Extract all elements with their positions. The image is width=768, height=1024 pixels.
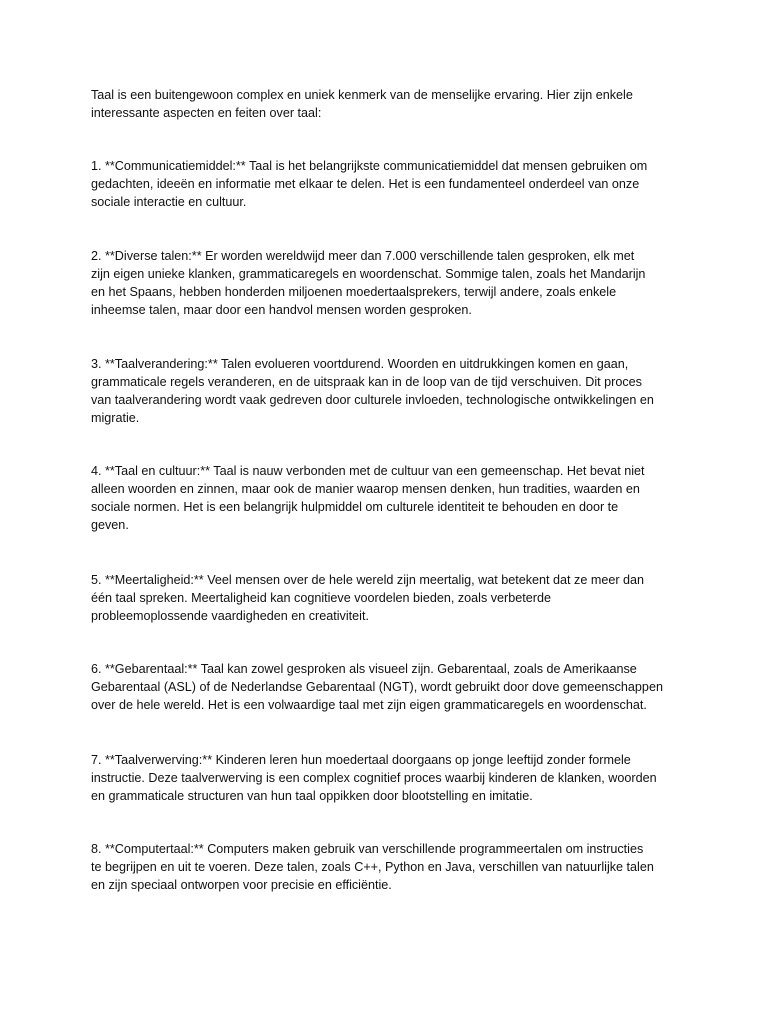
list-item: 6. **Gebarentaal:** Taal kan zowel gesproken als visueel zijn. Gebarentaal, zoals de Amerikaanse Gebarentaal (ASL) of de Nederlandse Gebarentaal (NGT), wordt gebruikt door dove gemeenschappen over de hele wereld. Het is een volwaardige taal met zijn eigen grammaticaregels en woordenschat. [91,662,663,712]
list-item: 2. **Diverse talen:** Er worden wereldwijd meer dan 7.000 verschillende talen gesproken, elk met zijn eigen unieke klanken, grammaticaregels en woordenschat. Sommige talen, zoals het Mandarijn en het Spaans, hebben honderden miljoenen moedertaalsprekers, terwijl andere, zoals enkele inheemse talen, maar door een handvol mensen worden gesproken. [91,249,646,317]
list-item: 5. **Meertaligheid:** Veel mensen over de hele wereld zijn meertalig, wat betekent dat ze meer dan één taal spreken. Meertaligheid kan cognitieve voordelen bieden, zoals verbeterde probleemoplossende vaardigheden en creativiteit. [91,573,645,623]
list-item: 1. **Communicatiemiddel:** Taal is het belangrijkste communicatiemiddel dat mensen gebruiken om gedachten, ideeën en informatie met elkaar te delen. Het is een fundamenteel onderdeel van onze sociale interactie en cultuur. [91,159,648,209]
list-item: 4. **Taal en cultuur:** Taal is nauw verbonden met de cultuur van een gemeenschap. Het bevat niet alleen woorden en zinnen, maar ook de manier waarop mensen denken, hun tradities, waarden en sociale normen. Het is een belangrijk hulpmiddel om culturele identiteit te behouden en door te geven. [91,464,645,532]
list-item: 8. **Computertaal:** Computers maken gebruik van verschillende programmeertalen om instructies te begrijpen en uit te voeren. Deze talen, zoals C++, Python en Java, verschillen van natuurlijke talen en zijn speciaal ontworpen voor precisie en efficiëntie. [91,842,654,892]
intro-paragraph: Taal is een buitengewoon complex en uniek kenmerk van de menselijke ervaring. Hier zijn enkele interessante aspecten en feiten over taal: [91,88,633,120]
list-item: 7. **Taalverwerving:** Kinderen leren hun moedertaal doorgaans op jonge leeftijd zonder formele instructie. Deze taalverwerving is een complex cognitief proces waarbij kinderen de klanken, woorden en grammaticale structuren van hun taal oppikken door blootstelling en imitatie. [91,753,657,803]
list-item: 3. **Taalverandering:** Talen evolueren voortdurend. Woorden en uitdrukkingen komen en gaan, grammaticale regels veranderen, en de uitspraak kan in de loop van de tijd verschuiven. Dit proces van taalverandering wordt vaak gedreven door culturele invloeden, technologische ontwikkelingen en migratie. [91,357,654,425]
